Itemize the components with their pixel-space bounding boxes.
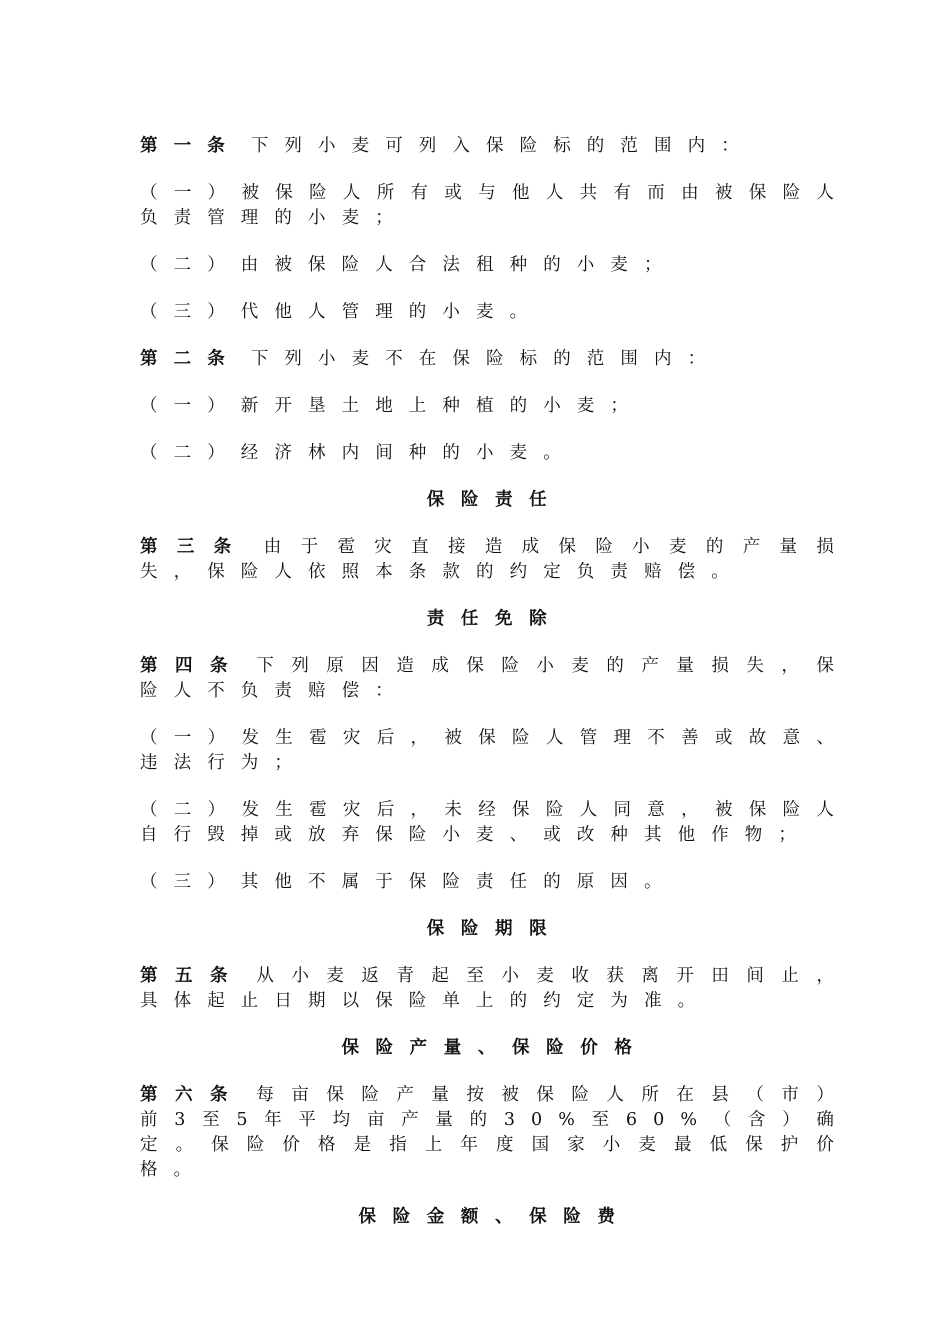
- section-heading-liability: 保险责任: [426, 490, 564, 510]
- article-text: 下列原因造成保险小麦的产量损失，保险人不负责赔偿：: [140, 656, 850, 701]
- article-number: 第五条: [140, 966, 245, 986]
- article-text: 下列小麦不在保险标的范围内：: [250, 349, 722, 369]
- article-text: 从小麦返青起至小麦收获离开田间止，具体起止日期以保险单上的约定为准。: [140, 966, 850, 1011]
- list-item: （二）经济林内间种的小麦。: [140, 443, 577, 463]
- article-number: 第二条: [140, 349, 241, 369]
- article-2: [140, 347, 850, 372]
- list-item: （二）发生雹灾后，未经保险人同意，被保险人自行毁掉或放弃保险小麦、或改种其他作物；: [140, 800, 850, 845]
- section-heading-yield-price: 保险产量、保险价格: [341, 1038, 649, 1058]
- article-5: [140, 964, 850, 1014]
- article-text: 由于雹灾直接造成保险小麦的产量损失，保险人依照本条款的约定负责赔偿。: [140, 537, 850, 582]
- section-heading-amount-premium: 保险金额、保险费: [358, 1207, 632, 1227]
- list-item: （一）被保险人所有或与他人共有而由被保险人负责管理的小麦；: [140, 183, 850, 228]
- section-heading-period: 保险期限: [426, 919, 564, 939]
- document-body: [140, 134, 850, 1252]
- article-text: 下列小麦可列入保险标的范围内：: [250, 136, 755, 156]
- article-text: 每亩保险产量按被保险人所在县（市）前3至5年平均亩产量的30%至60%（含）确定。保险价格是指上年度国家小麦最低保护价格。: [140, 1085, 850, 1180]
- article-1: [140, 134, 850, 159]
- article-6: [140, 1083, 850, 1183]
- list-item: （二）由被保险人合法租种的小麦；: [140, 255, 678, 275]
- article-4: [140, 654, 850, 704]
- section-heading-exclusion: 责任免除: [426, 609, 564, 629]
- article-number: 第三条: [140, 537, 251, 557]
- list-item: （一）新开垦土地上种植的小麦；: [140, 396, 644, 416]
- article-number: 第一条: [140, 136, 241, 156]
- article-number: 第四条: [140, 656, 245, 676]
- list-item: （三）代他人管理的小麦。: [140, 302, 544, 322]
- list-item: （三）其他不属于保险责任的原因。: [140, 872, 678, 892]
- article-number: 第六条: [140, 1085, 245, 1105]
- list-item: （一）发生雹灾后，被保险人管理不善或故意、违法行为；: [140, 728, 850, 773]
- article-3: [140, 535, 850, 585]
